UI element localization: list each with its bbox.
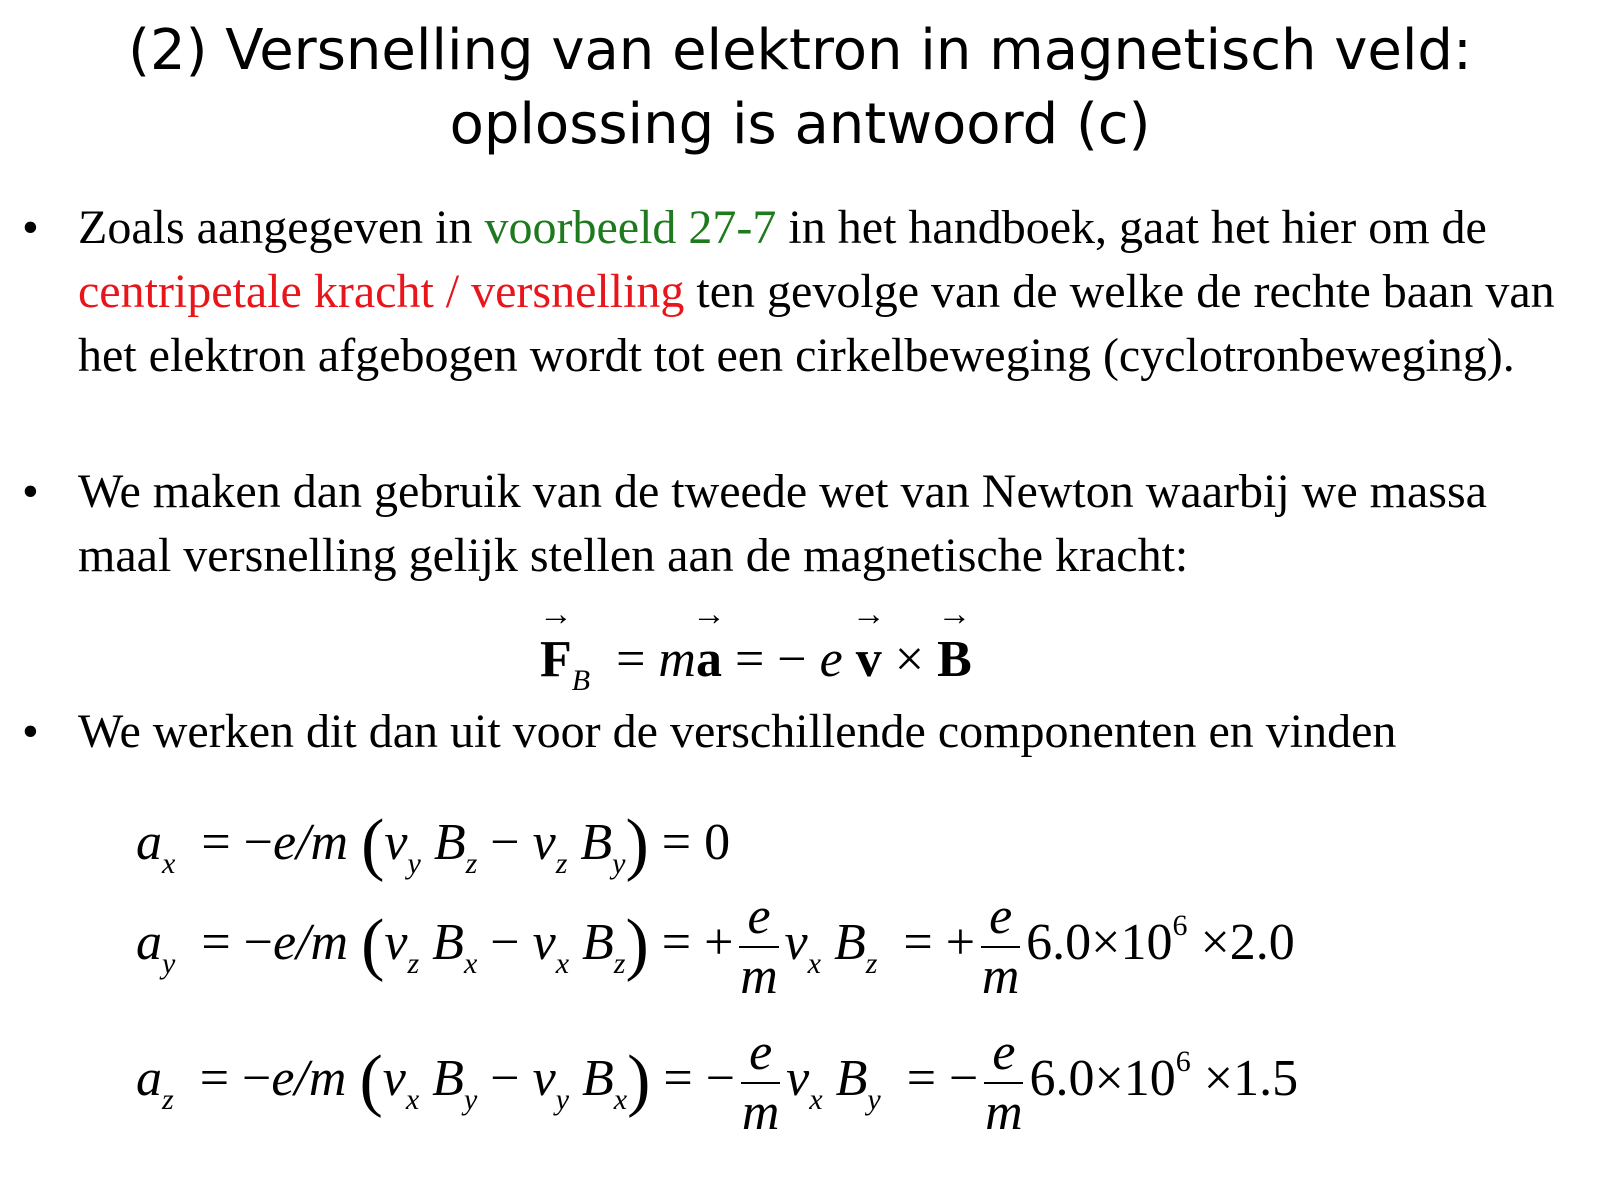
centripetal-highlight: centripetale kracht / versnelling <box>78 265 685 318</box>
equation-ax: $a_x = -e/m$ ($v_y$ $B_z - v_z$ $B_y) = 0$ <box>136 806 731 883</box>
bullet-3: • We werken dit dan uit voor de verschillende componenten en vinden <box>22 700 1582 764</box>
slide-title <box>0 14 1600 162</box>
bullet-2: • We maken dan gebruik van de tweede wet van Newton waarbij we massa maal versnelling gelijk stellen aan de magnetische kracht: <box>22 460 1582 700</box>
ax-result: 0 <box>704 814 731 871</box>
fraction-e-over-m: $\frac{e}{m}$ <box>985 1024 1023 1141</box>
title-line-1: (2) Versnelling van elektron in magnetisch veld: <box>128 18 1472 83</box>
bullet-dot: • <box>22 705 39 758</box>
title-line-2: oplossing is antwoord (c) <box>449 92 1151 157</box>
fraction-e-over-m: $\frac{e}{m}$ <box>741 1024 780 1141</box>
equation-ay: $a_y = -e/m$ ($v_z$ $B_x - v_x$ $B_z$) = + $\frac{e}{m}$ $v_x$ $B_z$ = + $\frac{e}{m}$ $6.0\times 10^6 \times 2.0$ <box>136 888 1295 1005</box>
bullet-dot: • <box>22 465 39 518</box>
bullet-dot: • <box>22 201 39 254</box>
newton-lorentz-equation: → $F_B = m\to a$ = − e → v × → B <box>540 630 972 698</box>
fraction-e-over-m: $\frac{e}{m}$ <box>981 888 1020 1005</box>
example-reference: voorbeeld 27-7 <box>484 201 777 254</box>
fraction-e-over-m: $\frac{e}{m}$ <box>740 888 778 1005</box>
equation-az: $a_z = -e/m$ ($v_x$ $B_y - v_y$ $B_x$) = − $\frac{e}{m}$ $v_x$ $B_y$ = − $\frac{e}{m}$ $6.0\times 10^6 \times 1.5$ <box>136 1024 1299 1141</box>
bullet-1: • Zoals aangegeven in voorbeeld 27-7 in het handboek, gaat het hier om de centripetale kracht / versnelling ten gevolge van de welke de rechte baan van het elektron afgebogen wordt tot een cirkelbeweging (cyclotronbeweging). <box>22 196 1582 460</box>
